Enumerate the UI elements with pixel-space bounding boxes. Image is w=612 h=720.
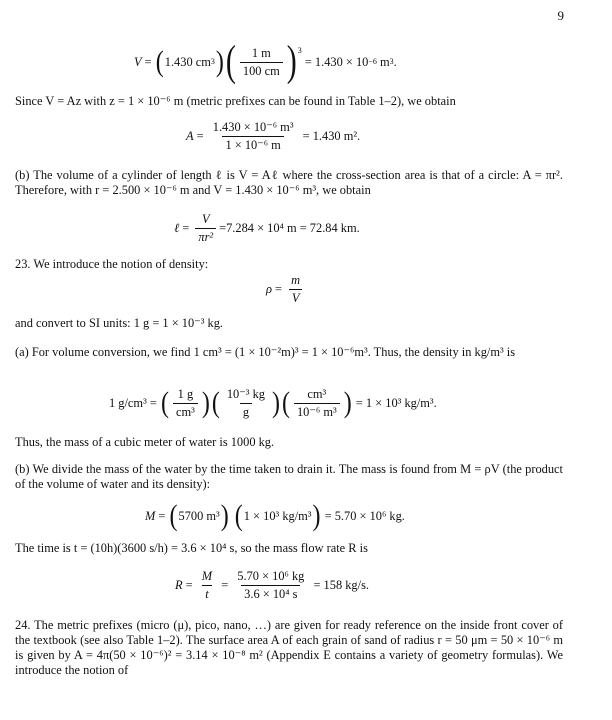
eq4-lhs: ρ <box>266 281 272 296</box>
equation-density: ρ = $\frac{m}{V}$ <box>266 272 306 306</box>
paragraph-4: and convert to SI units: 1 g = 1 × 10⁻³ kg. <box>15 316 224 330</box>
eq3-num: V <box>201 211 210 226</box>
eq5-f3-den: 10⁻⁶ m³ <box>294 403 340 420</box>
eq7-den1: t <box>202 585 211 602</box>
page-number: 9 <box>557 8 564 23</box>
eq2-result: 1.430 m². <box>312 128 361 143</box>
eq4-fraction <box>288 273 303 306</box>
eq5-lhs: 1 g/cm³ <box>109 395 147 410</box>
eq5-fraction-2 <box>224 387 268 420</box>
eq1-result: 1.430 × 10 <box>314 54 369 69</box>
eq5-f2-den: g <box>240 403 252 420</box>
paragraph-3: 23. We introduce the notion of density: <box>15 257 209 271</box>
eq4-den: V <box>289 289 303 306</box>
eq5-f3-num: cm³ <box>307 386 327 401</box>
eq5-fraction-1 <box>173 387 198 420</box>
paragraph-1: Since V = Az with z = 1 × 10⁻⁶ m (metric prefixes can be found in Table 1–2), we obtain <box>15 94 456 108</box>
eq2-fraction <box>210 120 297 153</box>
eq7-num1: M <box>201 568 213 583</box>
paragraph-6: Thus, the mass of a cubic meter of water is 1000 kg. <box>15 435 275 449</box>
eq1-den: 100 cm <box>240 62 283 79</box>
eq7-den2: 3.6 × 10⁴ s <box>241 585 300 602</box>
eq6-lhs: M <box>145 508 156 523</box>
eq3-fraction <box>195 212 216 245</box>
eq1-fraction <box>240 46 283 79</box>
eq2-den: 1 × 10⁻⁶ m <box>222 136 283 153</box>
eq2-num: 1.430 × 10⁻⁶ m³ <box>212 119 294 134</box>
eq5-result: 1 × 10³ kg/m³. <box>365 395 437 410</box>
eq6-p1: 5700 m³ <box>178 508 220 523</box>
equation-area: A = $\frac{\text{1.430 × 10⁻⁶ m³}}{\text{1 × 10⁻⁶ m}}$ = 1.430 m². <box>186 119 361 152</box>
eq7-fraction-1 <box>199 569 215 602</box>
eq7-num2: 5.70 × 10⁶ kg <box>237 568 305 583</box>
eq1-value: 1.430 cm <box>164 54 211 69</box>
paragraph-8: The time is t = (10h)(3600 s/h) = 3.6 × 10⁴ s, so the mass flow rate R is <box>15 541 368 555</box>
eq1-lhs: V <box>134 54 142 69</box>
eq6-p2: 1 × 10³ kg/m³ <box>243 508 312 523</box>
eq4-num: m <box>291 272 301 287</box>
equation-length: ℓ = $\frac{V}{\text{πr²}}$ = 7.284 × 10⁴ m = 72.84 km. <box>174 211 360 244</box>
eq3-den: πr² <box>195 228 216 245</box>
eq3-result: 7.284 × 10⁴ m = 72.84 km. <box>226 220 360 235</box>
paragraph-2: (b) The volume of a cylinder of length ℓ is V = Aℓ where the cross-section area is that of a circle: A = πr². Therefore, with r = 2.500 × 10⁻⁶ m and V = 1.430 × 10⁻⁶ m³, we obtain <box>15 168 563 197</box>
equation-flow-rate: R = $\frac{M}{t}$ = $\frac{\text{5.70 × 10⁶ kg}}{\text{3.6 × 10⁴ s}}$ = 158 kg/s. <box>175 568 369 601</box>
eq5-f1-den: cm³ <box>173 403 198 420</box>
eq5-f2-num: 10⁻³ kg <box>226 386 265 401</box>
eq7-lhs: R <box>175 577 183 592</box>
equation-volume-conversion: V = ( 1.430 cm 3 ) ( $\frac{1 m}{100 cm}$ ) 3 = 1.430 × 10 −6 m 3 . <box>134 37 397 86</box>
equation-mass: M = ( 5700 m³ ) ( 1 × 10³ kg/m³ ) = 5.70 × 10⁶ kg. <box>145 499 405 533</box>
eq7-result: 158 kg/s. <box>323 577 369 592</box>
eq1-num: 1 m <box>251 45 271 60</box>
paragraph-9: 24. The metric prefixes (micro (μ), pico, nano, …) are given for ready reference on the inside front cover of the textbook (see also Table 1–2). The surface area A of each grain of sand of radius r = 50 μm = 50 × 10⁻⁶ m is given by A = 4π(50 × 10⁻⁶)² = 3.14 × 10⁻⁸ m² (Appendix E contains a variety of geometry formulas). We introduce the notion of <box>15 618 563 677</box>
paragraph-7: (b) We divide the mass of the water by the time taken to drain it. The mass is found from M = ρV (the product of the volume of water and its density): <box>15 462 563 491</box>
eq7-fraction-2 <box>234 569 307 602</box>
eq3-lhs: ℓ <box>174 220 180 235</box>
equation-density-conversion: 1 g/cm³ = ( $\frac{1 g}{\text{cm³}}$ ) ( $\frac{\text{10⁻³ kg}}{g}$ ) ( $\frac{\text{cm³}}{\text{10⁻⁶ m³}}$ ) = 1 × 10³ kg/m³. <box>109 386 437 420</box>
eq6-result: 5.70 × 10⁶ kg. <box>334 508 405 523</box>
eq5-f1-num: 1 g <box>177 386 194 401</box>
paragraph-5: (a) For volume conversion, we find 1 cm³ = (1 × 10⁻²m)³ = 1 × 10⁻⁶m³. Thus, the density in kg/m³ is <box>15 345 516 359</box>
eq5-fraction-3 <box>294 387 340 420</box>
eq1-unit: m <box>379 54 390 69</box>
eq2-lhs: A <box>186 128 194 143</box>
